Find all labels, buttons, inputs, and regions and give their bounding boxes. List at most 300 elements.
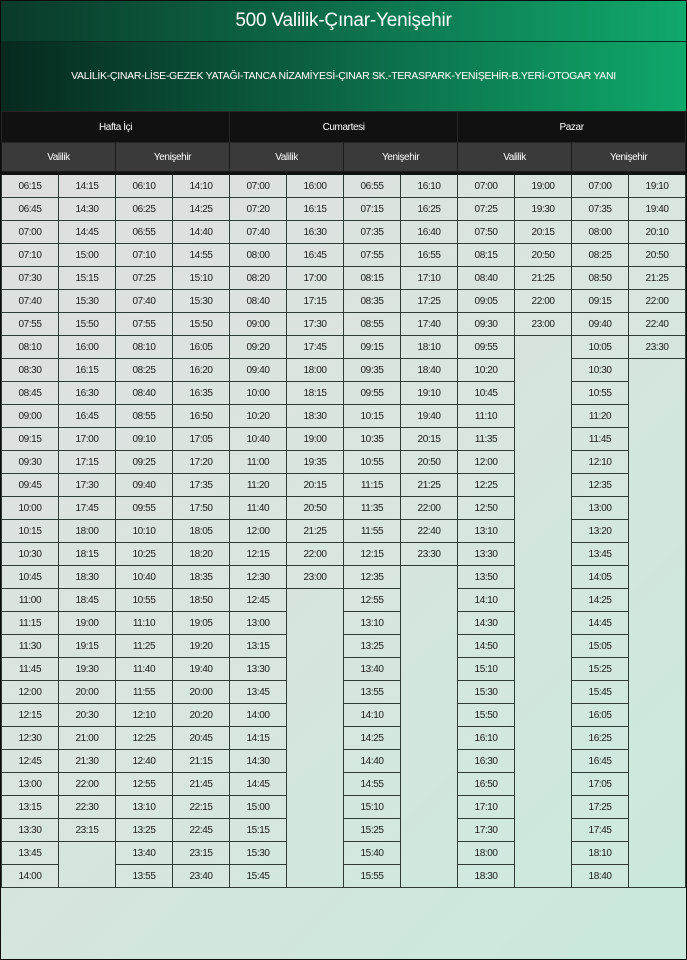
empty-cell bbox=[287, 865, 344, 888]
departure-time: 15:45 bbox=[572, 681, 629, 704]
departure-time: 13:45 bbox=[2, 842, 59, 865]
departure-time: 14:45 bbox=[572, 612, 629, 635]
departure-time: 08:50 bbox=[572, 267, 629, 290]
empty-cell bbox=[629, 819, 686, 842]
departure-time: 11:10 bbox=[116, 612, 173, 635]
departure-time: 10:30 bbox=[572, 359, 629, 382]
empty-cell bbox=[287, 750, 344, 773]
departure-time: 13:15 bbox=[230, 635, 287, 658]
table-row bbox=[2, 635, 686, 658]
empty-cell bbox=[401, 704, 458, 727]
departure-time: 07:25 bbox=[458, 198, 515, 221]
departure-time: 16:50 bbox=[173, 405, 230, 428]
departure-time: 19:30 bbox=[515, 198, 572, 221]
empty-cell bbox=[401, 796, 458, 819]
departure-time: 07:15 bbox=[344, 198, 401, 221]
departure-time: 10:55 bbox=[116, 589, 173, 612]
departure-time: 20:50 bbox=[287, 497, 344, 520]
departure-time: 11:25 bbox=[116, 635, 173, 658]
departure-time: 21:45 bbox=[173, 773, 230, 796]
departure-time: 12:00 bbox=[458, 451, 515, 474]
departure-time: 17:05 bbox=[572, 773, 629, 796]
empty-cell bbox=[629, 474, 686, 497]
departure-time: 15:50 bbox=[458, 704, 515, 727]
departure-time: 12:25 bbox=[458, 474, 515, 497]
departure-time: 13:25 bbox=[116, 819, 173, 842]
empty-cell bbox=[515, 750, 572, 773]
departure-time: 17:00 bbox=[59, 428, 116, 451]
empty-cell bbox=[629, 428, 686, 451]
empty-cell bbox=[515, 428, 572, 451]
empty-cell bbox=[287, 727, 344, 750]
departure-time: 22:30 bbox=[59, 796, 116, 819]
departure-time: 15:05 bbox=[572, 635, 629, 658]
departure-time: 16:30 bbox=[59, 382, 116, 405]
empty-cell bbox=[629, 796, 686, 819]
departure-time: 20:50 bbox=[629, 244, 686, 267]
departure-time: 08:35 bbox=[344, 290, 401, 313]
departure-time: 17:00 bbox=[287, 267, 344, 290]
departure-time: 11:35 bbox=[458, 428, 515, 451]
departure-time: 10:05 bbox=[572, 336, 629, 359]
empty-cell bbox=[401, 658, 458, 681]
departure-time: 13:10 bbox=[458, 520, 515, 543]
departure-time: 17:10 bbox=[458, 796, 515, 819]
table-row bbox=[2, 727, 686, 750]
departure-time: 06:55 bbox=[344, 175, 401, 198]
departure-time: 19:00 bbox=[515, 175, 572, 198]
departure-time: 20:30 bbox=[59, 704, 116, 727]
departure-time: 09:55 bbox=[116, 497, 173, 520]
table-row bbox=[2, 244, 686, 267]
empty-cell bbox=[401, 865, 458, 888]
empty-cell bbox=[515, 451, 572, 474]
empty-cell bbox=[629, 405, 686, 428]
departure-time: 11:15 bbox=[344, 474, 401, 497]
empty-cell bbox=[515, 842, 572, 865]
departure-time: 14:05 bbox=[572, 566, 629, 589]
departure-time: 17:25 bbox=[401, 290, 458, 313]
departure-time: 11:20 bbox=[572, 405, 629, 428]
departure-time: 19:30 bbox=[59, 658, 116, 681]
empty-cell bbox=[629, 681, 686, 704]
departure-time: 10:25 bbox=[116, 543, 173, 566]
empty-cell bbox=[287, 612, 344, 635]
departure-time: 18:40 bbox=[401, 359, 458, 382]
departure-time: 20:00 bbox=[173, 681, 230, 704]
departure-time: 15:30 bbox=[173, 290, 230, 313]
departure-time: 15:10 bbox=[344, 796, 401, 819]
departure-time: 16:45 bbox=[59, 405, 116, 428]
departure-time: 09:30 bbox=[2, 451, 59, 474]
departure-time: 11:10 bbox=[458, 405, 515, 428]
empty-cell bbox=[287, 635, 344, 658]
departure-time: 18:10 bbox=[572, 842, 629, 865]
departure-time: 13:50 bbox=[458, 566, 515, 589]
departure-time: 12:15 bbox=[2, 704, 59, 727]
departure-time: 15:50 bbox=[59, 313, 116, 336]
departure-time: 21:30 bbox=[59, 750, 116, 773]
departure-time: 07:55 bbox=[2, 313, 59, 336]
departure-time: 08:40 bbox=[116, 382, 173, 405]
departure-time: 21:25 bbox=[401, 474, 458, 497]
departure-time: 12:30 bbox=[230, 566, 287, 589]
departure-time: 16:15 bbox=[287, 198, 344, 221]
table-row bbox=[2, 198, 686, 221]
departure-time: 16:00 bbox=[287, 175, 344, 198]
empty-cell bbox=[287, 796, 344, 819]
departure-time: 14:10 bbox=[344, 704, 401, 727]
departure-time: 16:10 bbox=[401, 175, 458, 198]
departure-time: 10:40 bbox=[230, 428, 287, 451]
departure-time: 15:30 bbox=[230, 842, 287, 865]
departure-time: 20:10 bbox=[629, 221, 686, 244]
departure-time: 14:30 bbox=[230, 750, 287, 773]
departure-time: 14:55 bbox=[344, 773, 401, 796]
departure-time: 09:55 bbox=[344, 382, 401, 405]
departure-time: 16:00 bbox=[59, 336, 116, 359]
departure-time: 19:00 bbox=[287, 428, 344, 451]
departure-time: 16:35 bbox=[173, 382, 230, 405]
empty-cell bbox=[401, 819, 458, 842]
departure-time: 09:15 bbox=[2, 428, 59, 451]
departure-time: 14:10 bbox=[458, 589, 515, 612]
departure-time: 13:40 bbox=[344, 658, 401, 681]
departure-time: 23:00 bbox=[287, 566, 344, 589]
departure-time: 22:15 bbox=[173, 796, 230, 819]
departure-time: 13:25 bbox=[344, 635, 401, 658]
departure-time: 17:20 bbox=[173, 451, 230, 474]
departure-time: 15:30 bbox=[59, 290, 116, 313]
departure-time: 22:40 bbox=[401, 520, 458, 543]
empty-cell bbox=[515, 543, 572, 566]
empty-cell bbox=[287, 681, 344, 704]
empty-cell bbox=[629, 750, 686, 773]
departure-time: 21:15 bbox=[173, 750, 230, 773]
empty-cell bbox=[401, 842, 458, 865]
departure-time: 07:30 bbox=[2, 267, 59, 290]
empty-cell bbox=[287, 842, 344, 865]
table-row bbox=[2, 589, 686, 612]
departure-time: 09:40 bbox=[572, 313, 629, 336]
departure-time: 14:15 bbox=[59, 175, 116, 198]
departure-time: 10:30 bbox=[2, 543, 59, 566]
departure-time: 13:00 bbox=[572, 497, 629, 520]
departure-time: 18:10 bbox=[401, 336, 458, 359]
empty-cell bbox=[629, 497, 686, 520]
empty-cell bbox=[629, 773, 686, 796]
table-row bbox=[2, 359, 686, 382]
departure-time: 19:20 bbox=[173, 635, 230, 658]
departure-time: 08:15 bbox=[344, 267, 401, 290]
departure-time: 07:40 bbox=[116, 290, 173, 313]
table-row bbox=[2, 221, 686, 244]
departure-time: 07:35 bbox=[344, 221, 401, 244]
table-row bbox=[2, 796, 686, 819]
departure-time: 14:25 bbox=[344, 727, 401, 750]
departure-time: 15:55 bbox=[344, 865, 401, 888]
table-row bbox=[2, 865, 686, 888]
empty-cell bbox=[401, 750, 458, 773]
departure-time: 13:45 bbox=[230, 681, 287, 704]
departure-time: 07:55 bbox=[116, 313, 173, 336]
table-row bbox=[2, 773, 686, 796]
empty-cell bbox=[629, 543, 686, 566]
empty-cell bbox=[629, 612, 686, 635]
departure-time: 12:35 bbox=[572, 474, 629, 497]
departure-time: 08:55 bbox=[116, 405, 173, 428]
departure-time: 12:55 bbox=[344, 589, 401, 612]
table-row bbox=[2, 520, 686, 543]
departure-time: 17:40 bbox=[401, 313, 458, 336]
departure-time: 06:45 bbox=[2, 198, 59, 221]
departure-time: 18:30 bbox=[287, 405, 344, 428]
departure-time: 21:25 bbox=[629, 267, 686, 290]
departure-time: 22:00 bbox=[401, 497, 458, 520]
departure-time: 15:15 bbox=[230, 819, 287, 842]
empty-cell bbox=[629, 520, 686, 543]
departure-time: 16:15 bbox=[59, 359, 116, 382]
empty-cell bbox=[629, 566, 686, 589]
departure-time: 15:30 bbox=[458, 681, 515, 704]
departure-time: 14:40 bbox=[344, 750, 401, 773]
departure-time: 15:15 bbox=[59, 267, 116, 290]
departure-time: 13:45 bbox=[572, 543, 629, 566]
empty-cell bbox=[515, 474, 572, 497]
departure-time: 11:30 bbox=[2, 635, 59, 658]
table-row bbox=[2, 543, 686, 566]
departure-time: 09:15 bbox=[572, 290, 629, 313]
empty-cell bbox=[515, 865, 572, 888]
departure-time: 13:10 bbox=[116, 796, 173, 819]
empty-cell bbox=[629, 727, 686, 750]
day-header-saturday: Cumartesi bbox=[230, 112, 458, 143]
departure-time: 23:15 bbox=[59, 819, 116, 842]
table-row bbox=[2, 612, 686, 635]
departure-time: 10:20 bbox=[230, 405, 287, 428]
departure-time: 07:00 bbox=[572, 175, 629, 198]
departure-time: 14:30 bbox=[458, 612, 515, 635]
table-row bbox=[2, 405, 686, 428]
empty-cell bbox=[515, 658, 572, 681]
departure-time: 12:35 bbox=[344, 566, 401, 589]
departure-time: 08:15 bbox=[458, 244, 515, 267]
departure-time: 12:30 bbox=[2, 727, 59, 750]
empty-cell bbox=[515, 589, 572, 612]
departure-time: 12:40 bbox=[116, 750, 173, 773]
departure-time: 14:30 bbox=[59, 198, 116, 221]
day-header-sunday: Pazar bbox=[458, 112, 686, 143]
departure-time: 11:45 bbox=[572, 428, 629, 451]
departure-time: 17:30 bbox=[59, 474, 116, 497]
departure-time: 17:35 bbox=[173, 474, 230, 497]
departure-time: 10:45 bbox=[458, 382, 515, 405]
departure-time: 06:55 bbox=[116, 221, 173, 244]
departure-time: 18:00 bbox=[287, 359, 344, 382]
empty-cell bbox=[515, 612, 572, 635]
empty-cell bbox=[401, 681, 458, 704]
departure-time: 13:00 bbox=[2, 773, 59, 796]
empty-cell bbox=[515, 819, 572, 842]
departure-time: 15:25 bbox=[572, 658, 629, 681]
departure-time: 08:10 bbox=[2, 336, 59, 359]
departure-time: 06:15 bbox=[2, 175, 59, 198]
timetable-grid bbox=[1, 111, 686, 888]
departure-time: 10:20 bbox=[458, 359, 515, 382]
departure-time: 20:15 bbox=[287, 474, 344, 497]
departure-time: 10:55 bbox=[572, 382, 629, 405]
departure-time: 17:45 bbox=[59, 497, 116, 520]
departure-time: 18:40 bbox=[572, 865, 629, 888]
departure-time: 18:15 bbox=[287, 382, 344, 405]
departure-time: 10:40 bbox=[116, 566, 173, 589]
departure-time: 07:10 bbox=[116, 244, 173, 267]
departure-time: 12:45 bbox=[230, 589, 287, 612]
table-row bbox=[2, 819, 686, 842]
departure-time: 11:40 bbox=[230, 497, 287, 520]
departure-time: 19:35 bbox=[287, 451, 344, 474]
departure-time: 07:55 bbox=[344, 244, 401, 267]
departure-time: 14:40 bbox=[173, 221, 230, 244]
departure-time: 15:50 bbox=[173, 313, 230, 336]
table-row bbox=[2, 842, 686, 865]
departure-time: 09:35 bbox=[344, 359, 401, 382]
departure-time: 16:25 bbox=[401, 198, 458, 221]
departure-time: 16:40 bbox=[401, 221, 458, 244]
departure-time: 07:20 bbox=[230, 198, 287, 221]
departure-time: 17:25 bbox=[572, 796, 629, 819]
departure-time: 13:30 bbox=[458, 543, 515, 566]
departure-time: 13:00 bbox=[230, 612, 287, 635]
departure-time: 09:25 bbox=[116, 451, 173, 474]
table-row bbox=[2, 290, 686, 313]
departure-time: 17:15 bbox=[287, 290, 344, 313]
empty-cell bbox=[629, 842, 686, 865]
table-row bbox=[2, 474, 686, 497]
departure-time: 23:00 bbox=[515, 313, 572, 336]
departure-time: 16:50 bbox=[458, 773, 515, 796]
departure-time: 07:35 bbox=[572, 198, 629, 221]
empty-cell bbox=[629, 451, 686, 474]
empty-cell bbox=[401, 612, 458, 635]
departure-time: 23:40 bbox=[173, 865, 230, 888]
departure-time: 08:00 bbox=[572, 221, 629, 244]
departure-time: 20:15 bbox=[401, 428, 458, 451]
departure-time: 08:30 bbox=[2, 359, 59, 382]
departure-time: 08:40 bbox=[458, 267, 515, 290]
departure-time: 15:40 bbox=[344, 842, 401, 865]
departure-time: 11:40 bbox=[116, 658, 173, 681]
departure-time: 09:15 bbox=[344, 336, 401, 359]
empty-cell bbox=[401, 589, 458, 612]
empty-cell bbox=[515, 635, 572, 658]
departure-time: 13:15 bbox=[2, 796, 59, 819]
departure-time: 13:30 bbox=[230, 658, 287, 681]
departure-time: 11:55 bbox=[344, 520, 401, 543]
departure-time: 08:25 bbox=[116, 359, 173, 382]
departure-time: 19:05 bbox=[173, 612, 230, 635]
departure-time: 10:45 bbox=[2, 566, 59, 589]
empty-cell bbox=[629, 635, 686, 658]
stop-header-weekday-yenisehir: Yenişehir bbox=[116, 143, 230, 172]
departure-time: 22:00 bbox=[515, 290, 572, 313]
departure-time: 16:30 bbox=[287, 221, 344, 244]
departure-time: 23:30 bbox=[401, 543, 458, 566]
departure-time: 22:40 bbox=[629, 313, 686, 336]
departure-time: 10:00 bbox=[2, 497, 59, 520]
departure-time: 16:20 bbox=[173, 359, 230, 382]
departure-time: 09:00 bbox=[2, 405, 59, 428]
departure-time: 08:00 bbox=[230, 244, 287, 267]
departure-time: 17:30 bbox=[287, 313, 344, 336]
empty-cell bbox=[401, 566, 458, 589]
empty-cell bbox=[629, 865, 686, 888]
departure-time: 07:25 bbox=[116, 267, 173, 290]
empty-cell bbox=[515, 405, 572, 428]
departure-time: 19:00 bbox=[59, 612, 116, 635]
empty-cell bbox=[629, 359, 686, 382]
departure-time: 22:00 bbox=[59, 773, 116, 796]
empty-cell bbox=[287, 589, 344, 612]
departure-time: 16:25 bbox=[572, 727, 629, 750]
empty-cell bbox=[59, 842, 116, 865]
departure-time: 12:25 bbox=[116, 727, 173, 750]
empty-cell bbox=[515, 566, 572, 589]
departure-time: 15:10 bbox=[173, 267, 230, 290]
departure-time: 18:50 bbox=[173, 589, 230, 612]
empty-cell bbox=[401, 727, 458, 750]
stop-header-sunday-yenisehir: Yenişehir bbox=[572, 143, 686, 172]
departure-time: 07:40 bbox=[2, 290, 59, 313]
departure-time: 17:30 bbox=[458, 819, 515, 842]
table-row bbox=[2, 497, 686, 520]
departure-time: 11:00 bbox=[230, 451, 287, 474]
departure-time: 14:25 bbox=[572, 589, 629, 612]
table-row bbox=[2, 382, 686, 405]
empty-cell bbox=[287, 658, 344, 681]
departure-time: 14:15 bbox=[230, 727, 287, 750]
departure-time: 14:50 bbox=[458, 635, 515, 658]
departure-time: 12:45 bbox=[2, 750, 59, 773]
departure-time: 12:55 bbox=[116, 773, 173, 796]
departure-time: 14:55 bbox=[173, 244, 230, 267]
departure-time: 20:15 bbox=[515, 221, 572, 244]
departure-time: 09:40 bbox=[116, 474, 173, 497]
departure-time: 08:10 bbox=[116, 336, 173, 359]
departure-time: 18:20 bbox=[173, 543, 230, 566]
departure-time: 06:25 bbox=[116, 198, 173, 221]
route-stops: VALİLİK-ÇINAR-LİSE-GEZEK YATAĞI-TANCA NİZAMİYESİ-ÇINAR SK.-TERASPARK-YENİŞEHİR-B.YERİ-OTOGAR YANI bbox=[1, 41, 686, 111]
departure-time: 22:00 bbox=[629, 290, 686, 313]
departure-time: 06:10 bbox=[116, 175, 173, 198]
table-row bbox=[2, 313, 686, 336]
departure-time: 10:10 bbox=[116, 520, 173, 543]
departure-time: 14:45 bbox=[59, 221, 116, 244]
empty-cell bbox=[515, 382, 572, 405]
departure-time: 17:50 bbox=[173, 497, 230, 520]
departure-time: 18:00 bbox=[458, 842, 515, 865]
empty-cell bbox=[629, 704, 686, 727]
departure-time: 15:45 bbox=[230, 865, 287, 888]
departure-time: 11:55 bbox=[116, 681, 173, 704]
empty-cell bbox=[515, 520, 572, 543]
departure-time: 18:05 bbox=[173, 520, 230, 543]
departure-time: 09:05 bbox=[458, 290, 515, 313]
departure-time: 21:00 bbox=[59, 727, 116, 750]
empty-cell bbox=[515, 727, 572, 750]
departure-time: 11:15 bbox=[2, 612, 59, 635]
departure-time: 21:25 bbox=[515, 267, 572, 290]
